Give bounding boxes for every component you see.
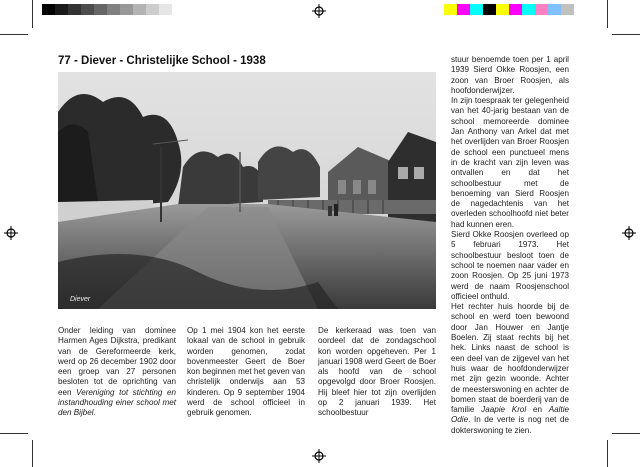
crop-mark <box>612 433 640 434</box>
calibration-swatch <box>496 4 509 15</box>
calibration-swatch <box>42 4 55 15</box>
calibration-swatch <box>94 4 107 15</box>
paragraph: In zijn toespraak ter gelegenheid van het 40-jarig bestaan van de school memoreerde dominee Jan Anthony van Arkel dat met het overlijden van Broer Roosjen de school een punctueel mens in de kracht van zijn leven was ontvallen en dat het schoolbestuur met de benoeming van Sierd Roosjen de nagedachtenis van het overleden schoolhoofd niet beter had kunnen eren. <box>451 96 569 229</box>
paragraph-text: Onder leiding van dominee Harmen Ages Dijkstra, predikant van de Gereformeerde kerk, werd op 26 december 1902 door een groep van 27 personen besloten tot de oprichting van een <box>58 326 176 397</box>
crop-mark <box>32 440 33 467</box>
calibration-swatch <box>146 4 159 15</box>
calibration-swatch <box>81 4 94 15</box>
paragraph: Sierd Okke Roosjen overleed op 5 februari 1973. Het schoolbestuur besloot toen de school te noemen naar vader en zoon Roosjen. Op 25 juni 1973 werd de naam Roosjenschool officieel onthuld. <box>451 230 569 301</box>
text-column-4 <box>451 55 569 436</box>
calibration-swatch <box>68 4 81 15</box>
crop-mark <box>607 440 608 467</box>
crop-mark <box>607 0 608 28</box>
calibration-swatch <box>107 4 120 15</box>
paragraph <box>451 302 569 436</box>
text-column-2 <box>187 326 305 419</box>
crop-mark <box>32 0 33 28</box>
calibration-swatch <box>535 4 548 15</box>
paragraph-italic: Aaltie Odie <box>451 405 570 425</box>
registration-mark-right <box>622 226 636 240</box>
paragraph: Op 1 mei 1904 kon het eerste lokaal van de school in gebruik worden genomen, zodat bovenmeester Geert de Boer kon beginnen met het geven van christelijk onderwijs aan 53 kinderen. Op 9 september 1904 werd de school officieel in gebruik genomen. <box>187 326 305 418</box>
registration-mark-bottom <box>312 449 326 463</box>
calibration-swatch <box>55 4 68 15</box>
crop-mark <box>0 433 28 434</box>
crop-mark <box>612 34 640 35</box>
calibration-swatch <box>483 4 496 15</box>
text-column-1 <box>58 326 176 419</box>
crop-mark <box>0 34 28 35</box>
paragraph-italic: Jaapie Krol <box>481 405 527 415</box>
paragraph-text: . In de verte is nog net de dokterswoning te zien. <box>451 415 569 435</box>
calibration-swatch <box>172 4 185 15</box>
calibration-swatch <box>522 4 535 15</box>
paragraph-text: en <box>526 405 549 415</box>
color-calibration-bar <box>444 4 587 15</box>
paragraph-text: . <box>93 408 96 418</box>
paragraph <box>58 326 176 419</box>
calibration-swatch <box>574 4 587 15</box>
paragraph-italic: Vereniging tot stichting en instandhouding einer school met den Bijbel <box>58 387 176 418</box>
calibration-swatch <box>509 4 522 15</box>
calibration-swatch <box>120 4 133 15</box>
calibration-swatch <box>133 4 146 15</box>
calibration-swatch <box>561 4 574 15</box>
grayscale-calibration-bar <box>42 4 185 15</box>
calibration-swatch <box>470 4 483 15</box>
calibration-swatch <box>548 4 561 15</box>
calibration-swatch <box>457 4 470 15</box>
registration-mark-top <box>312 4 326 18</box>
paragraph: stuur benoemde toen per 1 april 1939 Sierd Okke Roosjen, een zoon van Broer Roosjen, als hoofdonderwijzer. <box>451 55 569 95</box>
photo-caption: Diever <box>70 296 91 303</box>
historic-photo <box>58 72 436 309</box>
calibration-swatch <box>444 4 457 15</box>
paragraph: De kerkeraad was toen van oordeel dat de zondagschool kon worden opgeheven. Per 1 januari 1908 werd Geert de Boer als hoofd van de school opgevolgd door Broer Roosjen. Hij bleef hier tot zijn overlijden op 2 januari 1939. Het schoolbestuur <box>318 326 436 418</box>
text-column-3 <box>318 326 436 419</box>
page-title: 77 - Diever - Christelijke School - 1938 <box>58 55 266 67</box>
registration-mark-left <box>4 226 18 240</box>
paragraph-text: Het rechter huis hoorde bij de school en werd toen bewoond door Jan Houwer en Jantje Boelen. Zij staat rechts bij het hek. Links naast de school is een deel van de zijgevel van het huis waar de hoofdonderwijzer met zijn gezin woonde. Achter de meesterswoning en achter de bomen staat de boerderij van de familie <box>451 302 569 415</box>
calibration-swatch <box>159 4 172 15</box>
